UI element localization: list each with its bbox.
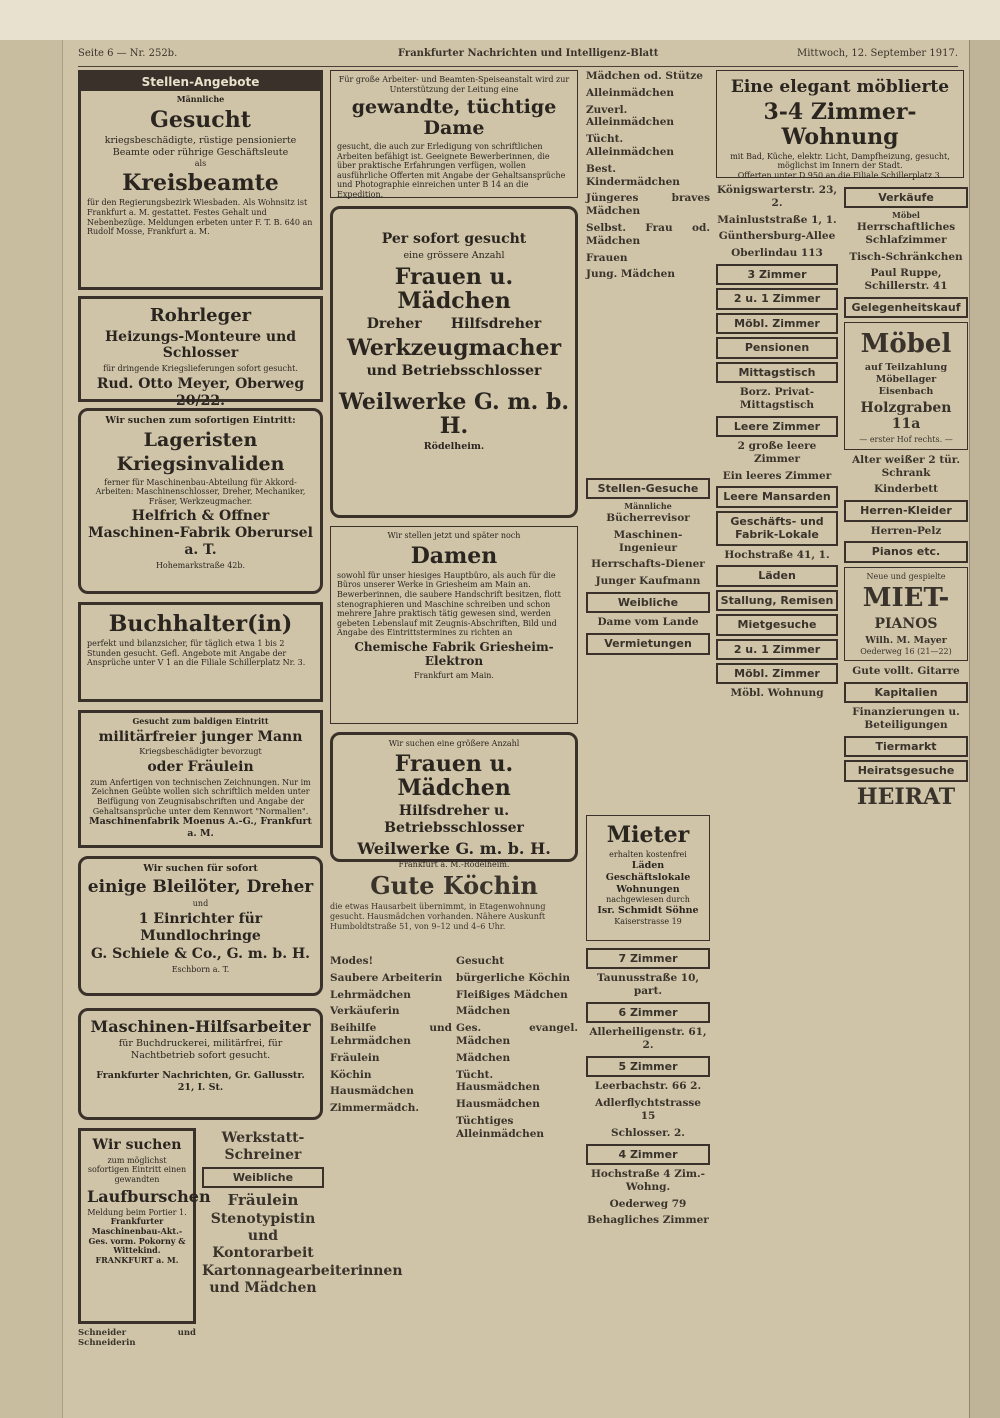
rohr-title: Rohrleger xyxy=(149,305,252,326)
kreis-title: Kreisbeamte xyxy=(122,170,279,197)
col4-listings xyxy=(716,184,838,1370)
leer-item xyxy=(586,1080,710,1093)
left-margin xyxy=(0,40,63,1418)
stellen-gesuche-header: Stellen-Gesuche xyxy=(586,478,710,499)
lauf-intro: Wir suchen xyxy=(92,1137,182,1153)
paul-item xyxy=(844,267,968,293)
koechin-body: die etwas Hausarbeit übernimmt, in Etagenwohnung gesucht. Hausmädchen vorhanden. Nähere Auskunft Humboldtstraße 51, von 9–12 und 4–6 Uhr. xyxy=(330,902,546,931)
col5-listings xyxy=(844,184,968,1370)
hausm-item xyxy=(330,1085,452,1098)
gesucht-item xyxy=(456,955,578,968)
page-header xyxy=(78,48,958,66)
paul: Paul Ruppe, Schillerstr. 41 xyxy=(864,267,948,293)
ges-evang-item xyxy=(456,1022,578,1048)
saubere-item xyxy=(330,972,452,985)
gesuch-item xyxy=(586,529,710,555)
mann-sub: Kriegsbeschädigter bevorzugt xyxy=(139,747,262,757)
kartonnage-title: Kartonnagearbeiterinnen und Mädchen xyxy=(202,1263,403,1297)
mieter-list: Läden Geschäftslokale Wohnungen xyxy=(605,859,691,895)
col2-left-smalls xyxy=(330,955,452,1370)
vier-zimmer: 4 Zimmer xyxy=(586,1144,710,1165)
gesuch-3: Junger Kaufmann xyxy=(595,575,701,588)
moebl-zimmer-2: Möbl. Zimmer xyxy=(716,663,838,684)
ad-elegant-wohnung xyxy=(716,70,964,178)
guenth: Günthersburg-Allee xyxy=(718,230,836,243)
heiratsgesuche: Heiratsgesuche xyxy=(844,760,968,781)
zimmerm-item xyxy=(330,1102,452,1115)
rohr-body: für dringende Kriegslieferungen sofort gesucht. xyxy=(103,364,298,374)
verkaeufe-header: Verkäufe xyxy=(844,187,968,208)
schneider-ad xyxy=(78,1328,196,1368)
sieben-zimmer: 7 Zimmer xyxy=(586,948,710,969)
schneider-title: Schneider und Schneiderin xyxy=(78,1328,196,1349)
ges-evang: Ges. evangel. Mädchen xyxy=(456,1022,578,1047)
col3-item-8: Jung. Mädchen xyxy=(586,268,675,281)
weil-title: Frauen u. Mädchen xyxy=(394,263,514,314)
gute-item xyxy=(844,665,968,678)
allerh: Allerheiligenstr. 61, 2. xyxy=(589,1026,707,1052)
weil-dreher-row xyxy=(339,316,569,333)
tisch-item xyxy=(844,251,968,264)
ad-buchhalter xyxy=(78,602,323,702)
finanz-item xyxy=(844,706,968,732)
col3-item xyxy=(586,70,710,83)
koechin2: Köchin xyxy=(330,1068,372,1081)
ad-bleiloeter xyxy=(78,856,323,996)
hausmaedchen-item xyxy=(456,1098,578,1111)
kinderbett: Kinderbett xyxy=(873,483,939,496)
modes-item xyxy=(330,955,452,968)
zwei-gross-item xyxy=(716,440,838,466)
behagl: Behagliches Zimmer xyxy=(587,1214,709,1227)
col3-gesuche xyxy=(586,475,710,815)
damen-title: Damen xyxy=(410,542,498,569)
blei-addr: Eschborn a. T. xyxy=(171,965,230,975)
ad-laufburschen xyxy=(78,1128,211,1324)
lager-addr: Hohemarkstraße 42b. xyxy=(155,560,246,570)
hausm: Hausmädchen xyxy=(330,1085,414,1098)
lauf-body: Meldung beim Portier 1. xyxy=(87,1207,187,1217)
beihilfe-item xyxy=(330,1022,452,1048)
finanz: Finanzierungen u. Beteiligungen xyxy=(852,706,960,732)
masch-firm: Frankfurter Nachrichten, Gr. Gallusstr. 21, I. St. xyxy=(96,1069,305,1093)
col3-item-5: Jüngeres braves Mädchen xyxy=(586,192,710,218)
taunus: Taunusstraße 10, part. xyxy=(596,972,700,998)
kreis-als: als xyxy=(194,158,207,168)
col3-item xyxy=(586,222,710,248)
moebel-big: Möbel xyxy=(860,329,952,360)
damen-firm: Chemische Fabrik Griesheim-Elektron xyxy=(354,639,554,669)
dame-body: gesucht, die auch zur Erledigung von schriftlichen Arbeiten befähigt ist. Geeignete Bewerberinnen, die über praktische Erfahrungen verfügen, wollen ausführliche Offerten mit Angabe der Gehaltsansprüche und Photographie einreichen unter B 14 an die Expedition. xyxy=(337,141,566,199)
weil-sub: eine grössere Anzahl xyxy=(403,249,505,261)
col3-item-7: Frauen xyxy=(586,251,628,264)
col3-item xyxy=(586,192,710,218)
saubere: Saubere Arbeiterin xyxy=(330,971,443,984)
herren-pelz-item xyxy=(844,525,968,538)
mieter-body: nachgewiesen durch xyxy=(606,895,690,905)
adler: Adlerflychtstrasse 15 xyxy=(595,1097,701,1122)
erster: — erster Hof rechts. — xyxy=(859,435,953,445)
kreis-gesucht: Gesucht xyxy=(150,106,251,133)
tiermarkt: Tiermarkt xyxy=(844,736,968,757)
stellen-angebote-header: Stellen-Angebote xyxy=(81,73,320,91)
tuecht-haus: Tücht. Hausmädchen xyxy=(456,1068,540,1094)
stallung: Stallung, Remisen xyxy=(716,590,838,611)
koechin-title: Gute Köchin xyxy=(370,871,538,900)
pianos-etc: Pianos etc. xyxy=(844,541,968,562)
mann-firm: Maschinenfabrik Moenus A.-G., Frankfurt a. M. xyxy=(89,816,312,840)
col3-item xyxy=(586,163,710,189)
leere-zimmer: Leere Zimmer xyxy=(716,416,838,437)
ad-weilwerke xyxy=(330,206,578,518)
col3-item xyxy=(586,252,710,265)
ad-miet-pianos xyxy=(844,567,968,661)
holz: Holzgraben 11a xyxy=(860,399,952,433)
herren-pelz: Herren-Pelz xyxy=(870,524,942,537)
hoch41-item xyxy=(716,549,838,562)
leer: Leerbachstr. 66 2. xyxy=(594,1080,702,1093)
kreis-body: für den Regierungsbezirk Wiesbaden. Als Wohnsitz ist Frankfurt a. M. gestattet. Festes Gehalt und Nebenbezüge. Meldungen erbeten unter F. T. B. 640 an Rudolf Mosse, Frankfurt a. M. xyxy=(87,198,313,237)
tuechtiges: Tüchtiges Alleinmädchen xyxy=(456,1114,545,1140)
weil-intro: Per sofort gesucht xyxy=(381,231,527,247)
gute: Gute vollt. Gitarre xyxy=(852,665,960,678)
eleg-intro: Eine elegant möblierte xyxy=(730,77,950,97)
mainl: Mainluststraße 1, 1. xyxy=(717,213,837,226)
fraeulein2: Fräulein xyxy=(330,1051,380,1064)
col3-item xyxy=(586,268,710,281)
masch-body: für Buchdruckerei, militärfrei, für Nachtbetrieb sofort gesucht. xyxy=(118,1038,283,1062)
ad-gewandte-dame xyxy=(330,70,578,198)
koechin2-item xyxy=(330,1069,452,1082)
vermietungen-header: Vermietungen xyxy=(586,633,710,654)
col3-item-2: Zuverl. Alleinmädchen xyxy=(586,103,675,129)
weil-betrieb: und Betriebsschlosser xyxy=(366,363,542,380)
zwei-eins-zimmer-2: 2 u. 1 Zimmer xyxy=(716,639,838,660)
damen-body: sowohl für unser hiesiges Hauptbüro, als auch für die Büros unserer Werke in Griesheim am Main an. Bewerberinnen, die saubere Handschrift besitzen, flott stenographieren und Maschine schreiben und schon mehrere Jahre praktisch tätig gewesen sind, werden gebeten Lebenslauf mit Zeugnis-Abschriften, Bild und Angabe des Eintrittstermines zu richten an xyxy=(337,570,561,638)
weil-addr: Rödelheim. xyxy=(423,441,485,453)
wilh: Wilh. M. Mayer xyxy=(865,634,947,646)
gesuch-0: Bücherrevisor xyxy=(606,512,690,524)
herrsch-item xyxy=(844,221,968,247)
dame-intro: Für große Arbeiter- und Beamten-Speiseanstalt wird zur Unterstützung der Leitung eine xyxy=(338,75,570,94)
buergerl: bürgerliche Köchin xyxy=(456,971,570,984)
zimmerm: Zimmermädch. xyxy=(330,1102,420,1115)
frauen-firm: Weilwerke G. m. b. H. xyxy=(357,838,551,858)
fraeulein-title: Fräulein xyxy=(227,1191,299,1209)
rohr-line2: Heizungs-Monteure und Schlosser xyxy=(104,328,297,362)
zwei-eins-zimmer: 2 u. 1 Zimmer xyxy=(716,288,838,309)
hoch: Hochstraße 4 Zim.-Wohng. xyxy=(590,1168,706,1193)
miet: MIET- xyxy=(862,583,950,614)
borz-item xyxy=(716,386,838,412)
fraeulein2-item xyxy=(330,1052,452,1065)
header-left: Seite 6 — Nr. 252b. xyxy=(78,48,178,59)
blei-sub: 1 Einrichter für Mundlochringe xyxy=(138,910,263,944)
moebellager: Möbellager Eisenbach xyxy=(875,373,937,397)
kapitalien: Kapitalien xyxy=(844,682,968,703)
pensionen: Pensionen xyxy=(716,337,838,358)
verk: Verkäuferin xyxy=(330,1005,400,1018)
mann-body: zum Anfertigen von technischen Zeichnungen. Nur im Zeichnen Geübte wollen sich schriftlich melden unter Beifügung von Zeugnisabschriften und Angabe der Gehaltsansprüche unter dem Kennwort "Normalien". xyxy=(90,777,311,816)
alter: Alter weißer 2 tür. Schrank xyxy=(851,453,961,479)
gesuch-item xyxy=(586,558,710,571)
herren-kleider: Herren-Kleider xyxy=(844,500,968,521)
drei-zimmer: 3 Zimmer xyxy=(716,264,838,285)
fleissiges-item xyxy=(456,989,578,1002)
masch-title: Maschinen-Hilfsarbeiter xyxy=(90,1017,311,1036)
blei-intro: Wir suchen für sofort xyxy=(143,863,258,874)
ad-gute-koechin xyxy=(330,870,578,950)
herrsch: Herrschaftliches Schlafzimmer xyxy=(856,221,956,246)
gesuch-item xyxy=(586,575,710,588)
top-strip xyxy=(0,0,1000,40)
teilz: auf Teilzahlung xyxy=(864,361,948,373)
mieter-title: Mieter xyxy=(606,822,690,848)
gesuch-1: Maschinen-Ingenieur xyxy=(613,528,683,554)
oeder-5: Oederweg 16 (21—22) xyxy=(860,646,952,656)
laeden: Läden xyxy=(716,565,838,586)
allerh-item xyxy=(586,1026,710,1052)
kinderbett-item xyxy=(844,483,968,496)
damen-addr: Frankfurt am Main. xyxy=(414,670,494,680)
oberl: Oberlindau 113 xyxy=(731,247,823,260)
col1-small-ads xyxy=(202,1128,403,1368)
blei-title: einige Bleilöter, Dreher xyxy=(87,876,314,897)
ad-rohrleger xyxy=(78,296,323,409)
eleg-firm: Offerten unter D 950 an die Filiale Schillerplatz 3. xyxy=(737,170,943,180)
hoch41: Hochstraße 41, 1. xyxy=(724,548,830,561)
ad-maschinen-hilfsarbeiter xyxy=(78,1008,323,1120)
col3-maennliche: Männliche xyxy=(624,501,672,512)
hoch-item xyxy=(586,1168,710,1194)
frauen-addr: Frankfurt a. M.-Rödelheim. xyxy=(398,859,510,869)
dame-item xyxy=(586,616,710,629)
ein-leeres: Ein leeres Zimmer xyxy=(722,469,832,482)
ad-damen xyxy=(330,526,578,724)
col3-item-0: Mädchen od. Stütze xyxy=(586,70,703,82)
col3-weibliche: Weibliche xyxy=(586,592,710,613)
weibliche-label: Weibliche xyxy=(202,1167,324,1188)
oeder-item xyxy=(586,1198,710,1211)
damen-intro: Wir stellen jetzt und später noch xyxy=(387,531,521,540)
maedchen: Mädchen xyxy=(456,1005,511,1018)
fleissiges: Fleißiges Mädchen xyxy=(456,988,568,1001)
tuecht-haus-item xyxy=(456,1069,578,1095)
guenth-item xyxy=(716,230,838,243)
col3-item xyxy=(586,104,710,130)
geschaefts-lokale: Geschäfts- und Fabrik-Lokale xyxy=(716,511,838,546)
oeder: Oederweg 79 xyxy=(609,1197,687,1210)
frauen-sub: Hilfsdreher u. Betriebsschlosser xyxy=(384,802,524,836)
taunus-item xyxy=(586,972,710,998)
ad-junger-mann xyxy=(78,710,323,848)
mittagstisch: Mittagstisch xyxy=(716,362,838,383)
werk-title: Werkstatt-Schreiner xyxy=(221,1130,305,1163)
ad-mieter xyxy=(586,815,710,941)
gesuch-item xyxy=(586,512,710,525)
gelegenheitskauf: Gelegenheitskauf xyxy=(844,297,968,318)
frauen-title: Frauen u. Mädchen xyxy=(394,750,514,801)
mieter-firm: Isr. Schmidt Söhne xyxy=(597,905,699,916)
neu: Neue und gespielte xyxy=(866,571,946,581)
mann-or: oder Fräulein xyxy=(147,758,254,775)
mainl-item xyxy=(716,214,838,227)
mann-title: militärfreier junger Mann xyxy=(98,728,303,745)
ad-moebel-teilzahlung xyxy=(844,322,968,449)
lager-title: Lageristen xyxy=(143,428,258,451)
schlott-item xyxy=(586,1127,710,1140)
header-right: Mittwoch, 12. September 1917. xyxy=(796,48,958,59)
mieter-addr: Kaiserstrasse 19 xyxy=(614,916,682,926)
lauf-firm: Frankfurter Maschinenbau-Akt.-Ges. vorm. Pokorny & Wittekind. FRANKFURT a. M. xyxy=(88,1216,186,1265)
adler-item xyxy=(586,1097,710,1123)
tuechtiges-item xyxy=(456,1115,578,1141)
weil-firm: Weilwerke G. m. b. H. xyxy=(339,388,570,440)
eleg-title: 3-4 Zimmer-Wohnung xyxy=(763,99,917,150)
moebl-zimmer: Möbl. Zimmer xyxy=(716,313,838,334)
buergerl-item xyxy=(456,972,578,985)
maedchen2: Mädchen xyxy=(456,1051,511,1064)
oberl-item xyxy=(716,247,838,260)
pianos2: PIANOS xyxy=(874,615,938,632)
col3-item-1: Alleinmädchen xyxy=(586,86,675,99)
col3-items xyxy=(586,70,710,470)
eleg-body: mit Bad, Küche, elektr. Licht, Dampfheizung, gesucht, möglichst im Innern der Stadt. xyxy=(730,151,950,171)
blei-firm: G. Schiele & Co., G. m. b. H. xyxy=(90,946,311,963)
heirat: HEIRAT xyxy=(856,783,956,810)
lager-sub: Kriegsinvaliden xyxy=(116,452,285,475)
col3-item-6: Selbst. Frau od. Mädchen xyxy=(586,221,710,247)
tisch: Tisch-Schränkchen xyxy=(849,250,963,263)
ein-leeres-item xyxy=(716,470,838,483)
zwei-gross: 2 große leere Zimmer xyxy=(737,440,817,465)
rohr-firm: Rud. Otto Meyer, Oberweg 20/22. xyxy=(96,375,305,409)
maennliche-label: Männliche xyxy=(176,94,225,104)
alter-item xyxy=(844,454,968,480)
weil-dreher: Dreher xyxy=(366,316,422,333)
lehrm-item xyxy=(330,989,452,1002)
gesucht: Gesucht xyxy=(456,955,505,967)
col3-rooms xyxy=(586,945,710,1370)
frauen-intro: Wir suchen eine größere Anzahl xyxy=(388,739,520,748)
beihilfe: Beihilfe und Lehrmädchen xyxy=(330,1022,452,1047)
lager-firm: Helfrich & Offner Maschinen-Fabrik Oberursel a. T. xyxy=(88,508,313,559)
modes: Modes! xyxy=(330,955,374,967)
koenig-item xyxy=(716,184,838,210)
header-center: Frankfurter Nachrichten und Intelligenz-Blatt xyxy=(398,48,659,59)
ad-frauen-maedchen xyxy=(330,732,578,869)
maedchen2-item xyxy=(456,1052,578,1065)
buch-title: Buchhalter(in) xyxy=(108,611,293,637)
col3-item xyxy=(586,133,710,159)
koenig: Königswarterstr. 23, 2. xyxy=(716,184,838,209)
right-margin xyxy=(969,40,1000,1418)
weil-hilf: Hilfsdreher xyxy=(450,316,542,333)
col3-item-3: Tücht. Alleinmädchen xyxy=(586,133,675,158)
fuenf-zimmer: 5 Zimmer xyxy=(586,1056,710,1077)
hausmaedchen: Hausmädchen xyxy=(456,1098,540,1111)
lager-intro: Wir suchen zum sofortigen Eintritt: xyxy=(105,415,296,426)
lager-body: ferner für Maschinenbau-Abteilung für Akkord-Arbeiten: Maschinenschlosser, Dreher, Mechaniker, Fräser, Werkzeugmacher. xyxy=(95,477,306,506)
gesuch-2: Herrschafts-Diener xyxy=(591,558,705,571)
header-rule xyxy=(78,66,958,67)
sechs-zimmer: 6 Zimmer xyxy=(586,1002,710,1023)
kreis-sub: kriegsbeschädigte, rüstige pensionierte Beamte oder rührige Geschäftsleute xyxy=(104,134,297,158)
mieter-sub: erhalten kostenfrei xyxy=(609,850,687,860)
maedchen-item xyxy=(456,1005,578,1018)
lauf-sub: zum möglichst sofortigen Eintritt einen gewandten xyxy=(87,1155,187,1184)
verk-item xyxy=(330,1005,452,1018)
borz: Borz. Privat-Mittagstisch xyxy=(739,386,815,411)
behagl-item xyxy=(586,1214,710,1227)
mann-intro: Gesucht zum baldigen Eintritt xyxy=(132,716,269,726)
schlott: Schlosser. 2. xyxy=(611,1126,685,1139)
ad-kreisbeamte xyxy=(78,70,323,290)
dame-title: gewandte, tüchtige Dame xyxy=(351,96,557,140)
moebl-wohn: Möbl. Wohnung xyxy=(730,687,824,700)
blei-und: und xyxy=(192,899,209,909)
lauf-title: Laufburschen xyxy=(87,1186,211,1206)
moebel-hd: Möbel xyxy=(892,210,920,221)
mietgesuche: Mietgesuche xyxy=(716,614,838,635)
col2-right-smalls xyxy=(456,955,578,1370)
col3-item xyxy=(586,87,710,100)
buch-body: perfekt und bilanzsicher, für täglich etwa 1 bis 2 Stunden gesucht. Gefl. Angebote mit Angabe der Ansprüche unter V 1 an die Filiale Schillerplatz Nr. 3. xyxy=(87,639,306,668)
dame-vom-lande: Dame vom Lande xyxy=(597,616,699,629)
moebl-wohn-item xyxy=(716,687,838,700)
col3-item-4: Best. Kindermädchen xyxy=(586,162,680,188)
leere-mansarden: Leere Mansarden xyxy=(716,486,838,507)
steno-title: Stenotypistin und Kontorarbeit xyxy=(210,1211,316,1261)
lehrm: Lehrmädchen xyxy=(330,988,411,1001)
ad-lageristen xyxy=(78,408,323,594)
weil-werkzeug: Werkzeugmacher xyxy=(346,334,562,361)
